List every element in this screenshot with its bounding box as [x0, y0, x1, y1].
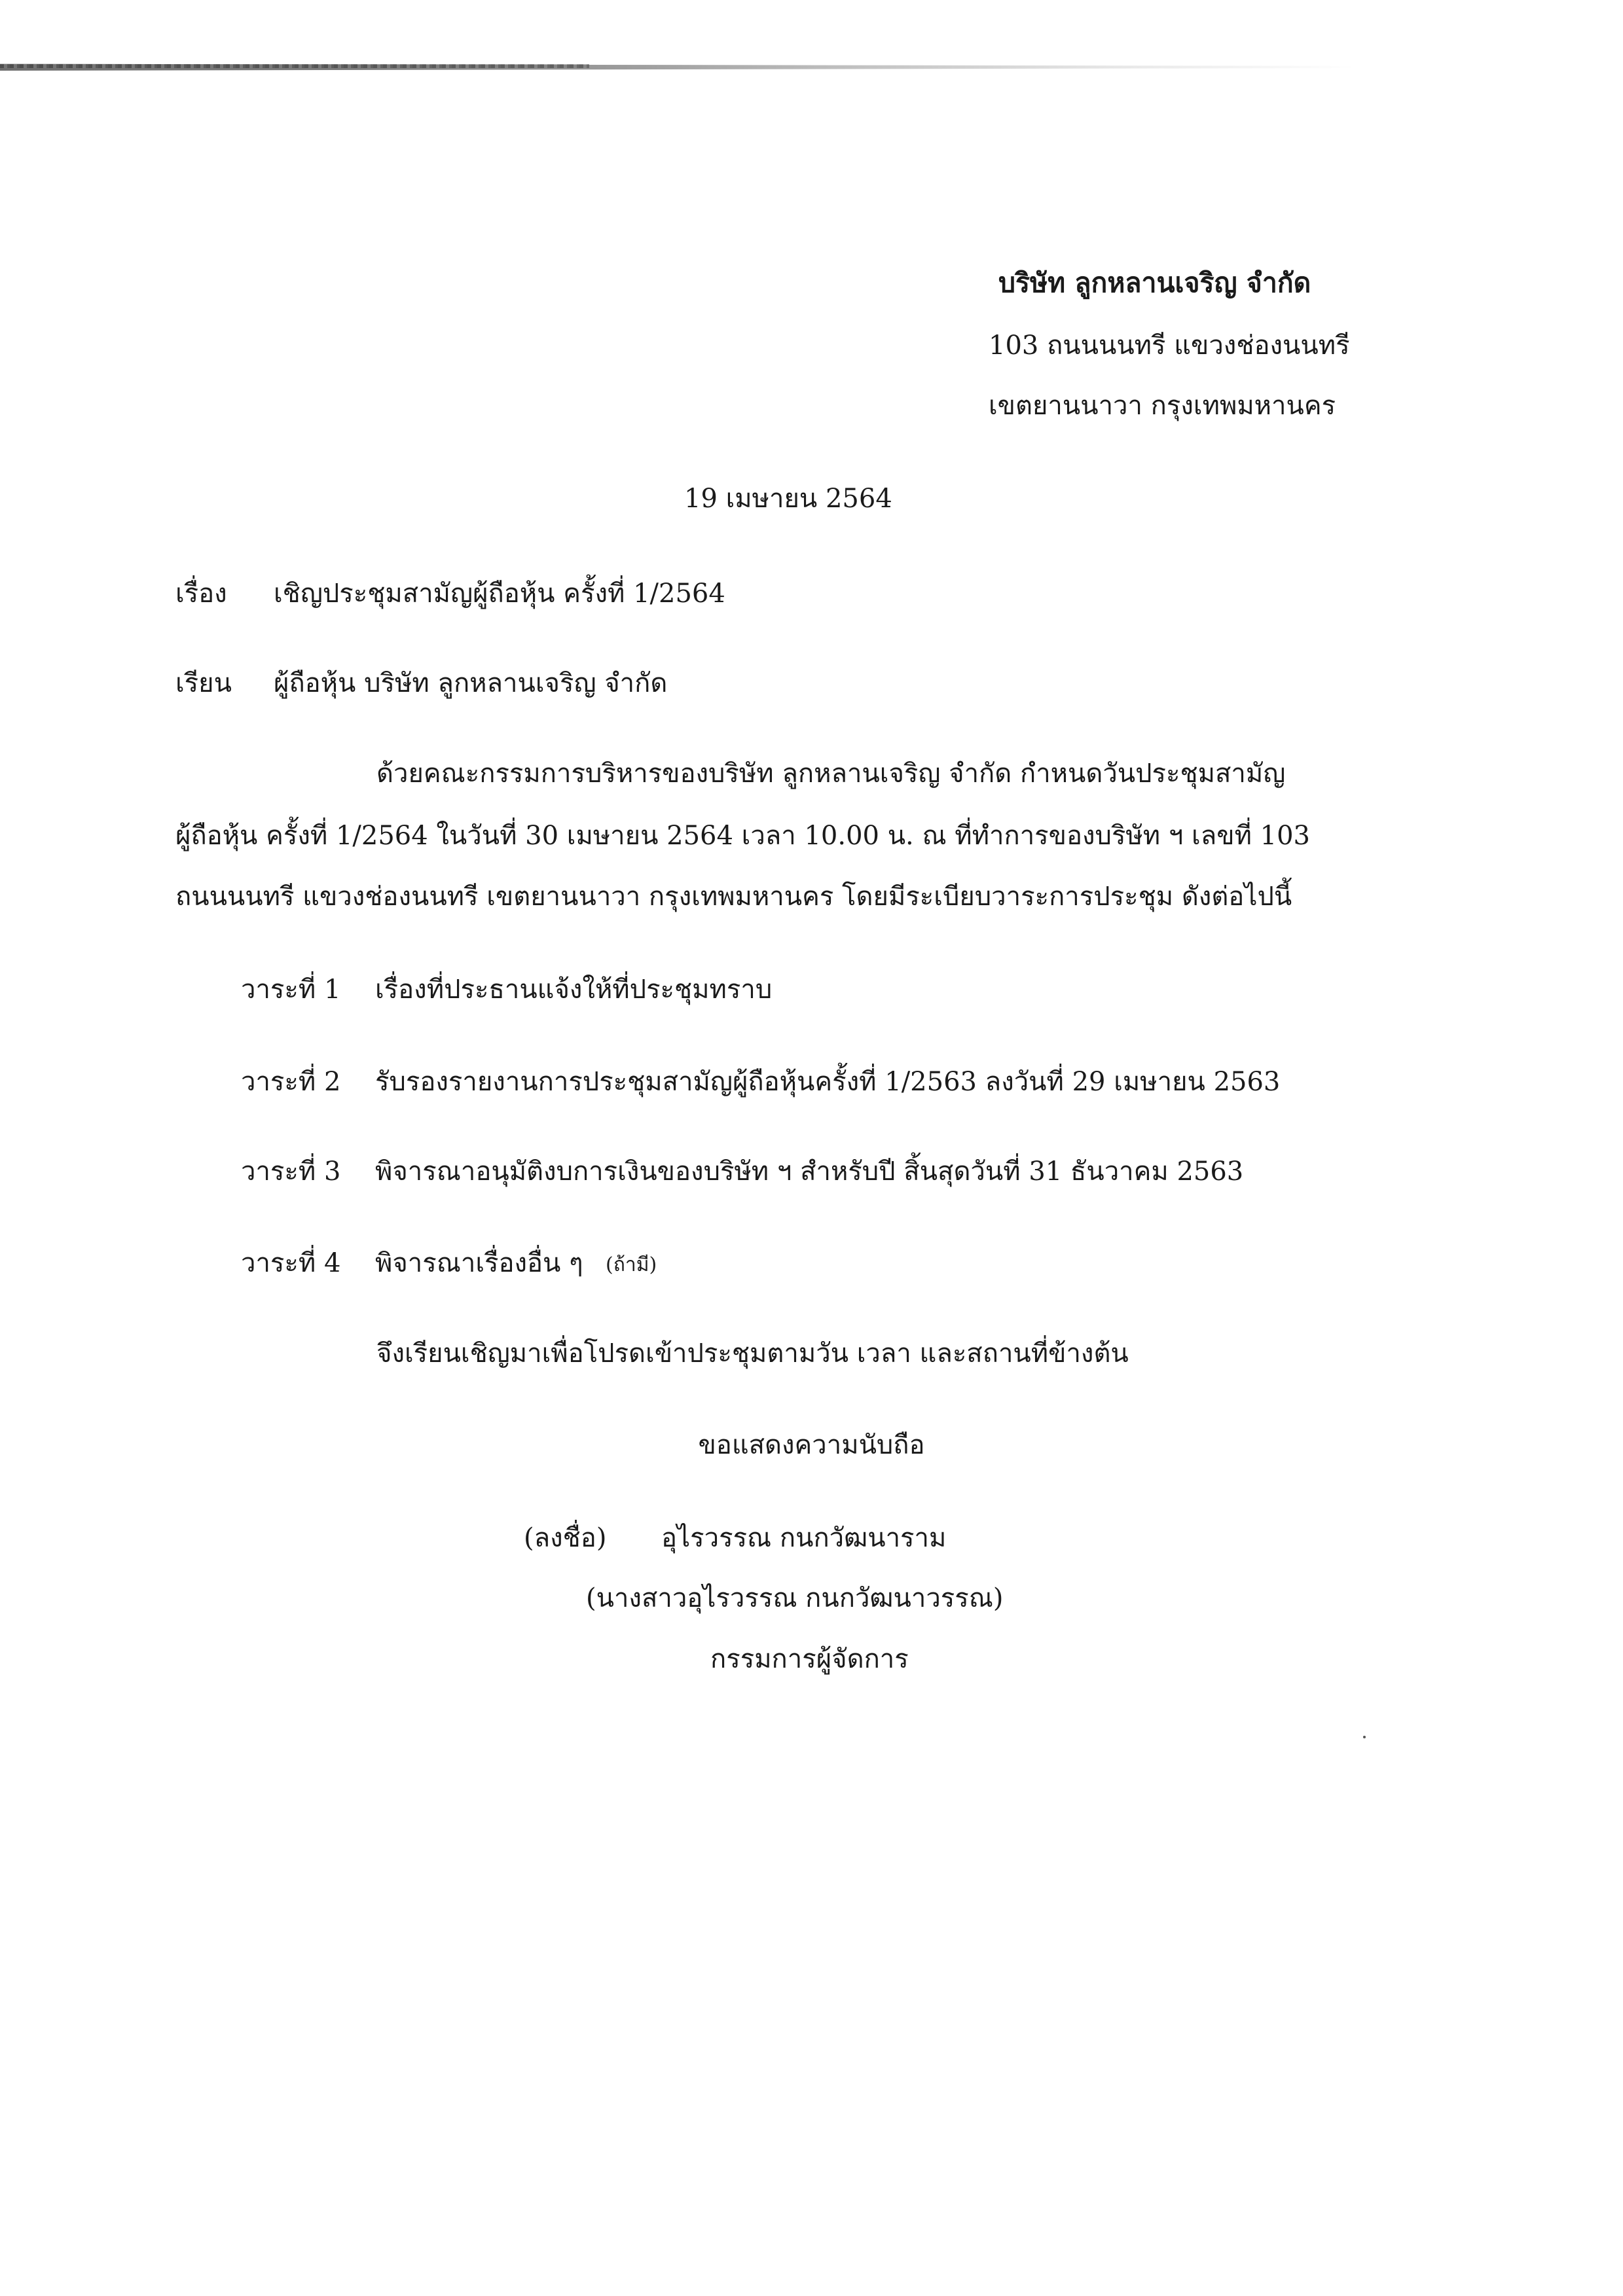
signature-signed-name: อุไรวรรณ กนกวัฒนาราม: [661, 1523, 947, 1553]
subject-text: เชิญประชุมสามัญผู้ถือหุ้น ครั้งที่ 1/2564: [274, 579, 725, 609]
agenda-item-3-text: พิจารณาอนุมัติงบการเงินของบริษัท ฯ สำหรับปี สิ้นสุดวันที่ 31 ธันวาคม 2563: [375, 1157, 1244, 1187]
agenda-item-1-text: เรื่องที่ประธานแจ้งให้ที่ประชุมทราบ: [375, 975, 773, 1005]
agenda-item-3-label: วาระที่ 3: [241, 1157, 341, 1187]
scan-edge-texture: [0, 64, 589, 68]
signature-full-name: (นางสาวอุไรวรรณ กนกวัฒนาวรรณ): [586, 1583, 1004, 1613]
body-line-1: ด้วยคณะกรรมการบริหารของบริษัท ลูกหลานเจริญ จำกัด กำหนดวันประชุมสามัญ: [376, 759, 1286, 789]
recipient-label: เรียน: [175, 668, 232, 698]
body-line-2: ผู้ถือหุ้น ครั้งที่ 1/2564 ในวันที่ 30 เมษายน 2564 เวลา 10.00 น. ณ ที่ทำการของบริษัท ฯ เลขที่ 103: [175, 821, 1311, 851]
closing-regards: ขอแสดงความนับถือ: [698, 1430, 925, 1460]
sender-company: บริษัท ลูกหลานเจริญ จำกัด: [998, 267, 1311, 298]
agenda-item-2-label: วาระที่ 2: [241, 1067, 341, 1097]
signature-position: กรรมการผู้จัดการ: [710, 1644, 909, 1674]
sender-address-line2: เขตยานนาวา กรุงเทพมหานคร: [989, 391, 1336, 421]
agenda-item-4-text: พิจารณาเรื่องอื่น ๆ: [375, 1248, 583, 1278]
closing-invitation: จึงเรียนเชิญมาเพื่อโปรดเข้าประชุมตามวัน เวลา และสถานที่ข้างต้น: [376, 1338, 1129, 1369]
agenda-item-4-note: (ถ้ามี): [606, 1253, 657, 1276]
agenda-item-1-label: วาระที่ 1: [241, 975, 341, 1005]
signature-sign-label: (ลงชื่อ): [524, 1523, 607, 1553]
agenda-item-4-label: วาระที่ 4: [241, 1248, 341, 1278]
scan-speck: [1363, 1736, 1366, 1738]
subject-label: เรื่อง: [175, 579, 227, 609]
body-line-3: ถนนนนทรี แขวงช่องนนทรี เขตยานนาวา กรุงเทพมหานคร โดยมีระเบียบวาระการประชุม ดังต่อไปนี้: [175, 882, 1292, 912]
recipient-text: ผู้ถือหุ้น บริษัท ลูกหลานเจริญ จำกัด: [274, 668, 668, 698]
agenda-item-2-text: รับรองรายงานการประชุมสามัญผู้ถือหุ้นครั้งที่ 1/2563 ลงวันที่ 29 เมษายน 2563: [375, 1067, 1281, 1097]
sender-address-line1: 103 ถนนนนทรี แขวงช่องนนทรี: [989, 331, 1350, 361]
letter-date: 19 เมษายน 2564: [684, 484, 892, 514]
